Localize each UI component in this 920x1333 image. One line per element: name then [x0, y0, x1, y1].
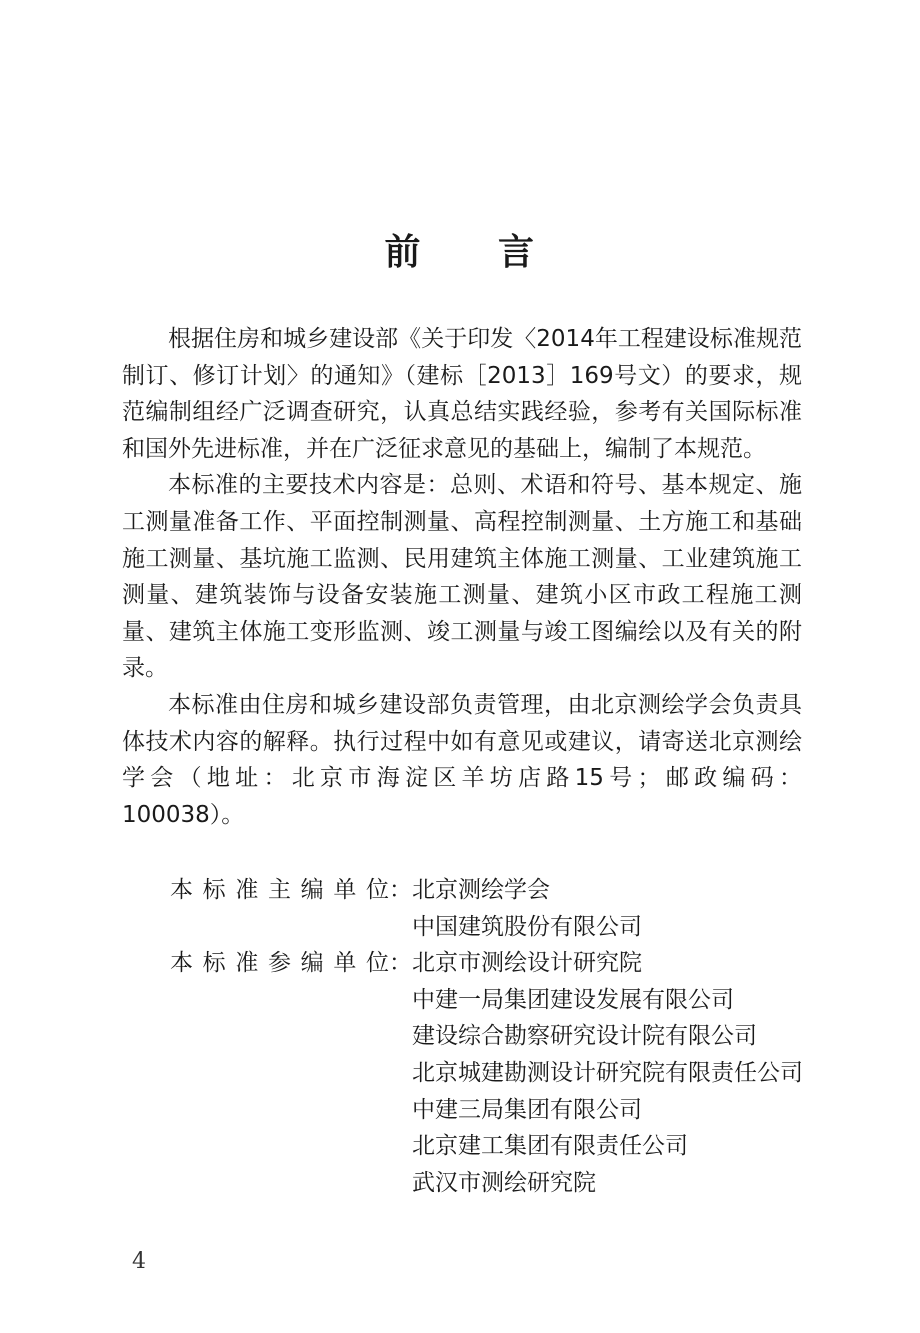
page-number: 4: [132, 1249, 146, 1274]
participating-units-list: [412, 945, 810, 1201]
list-item: 中国建筑股份有限公司: [412, 913, 642, 940]
page-title: [0, 226, 920, 278]
chief-units-label: 本标准主编单位: [170, 877, 389, 903]
paragraph-management: 本标准由住房和城乡建设部负责管理，由北京测绘学会负责具体技术内容的解释。执行过程中如有意见或建议，请寄送北京测绘学会（地址：北京市海淀区羊坊店路15号；邮政编码：100038）。: [122, 691, 802, 828]
participating-units-colon: ：: [389, 950, 412, 977]
list-item: 武汉市测绘研究院: [412, 1169, 596, 1196]
chief-units-list: [412, 872, 810, 945]
list-item: 中建三局集团有限公司: [412, 1096, 642, 1123]
chief-units-group: [170, 872, 810, 945]
list-item: 北京城建勘测设计研究院有限责任公司: [412, 1059, 803, 1086]
list-item: 北京测绘学会: [412, 877, 550, 903]
title-char-1: 前: [384, 231, 422, 273]
paragraph-basis: 根据住房和城乡建设部《关于印发〈2014年工程建设标准规范制订、修订计划〉的通知》（建标［2013］169号文）的要求，规范编制组经广泛调查研究，认真总结实践经验，参考有关国际标准和国外先进标准，并在广泛征求意见的基础上，编制了本规范。: [122, 326, 802, 462]
list-item: 北京市测绘设计研究院: [412, 950, 642, 977]
list-item: 北京建工集团有限责任公司: [412, 1133, 688, 1160]
participating-units-group: [170, 945, 810, 1201]
participating-units-label-wrap: [170, 945, 412, 1201]
list-item: 建设综合勘察研究设计院有限公司: [412, 1023, 757, 1050]
participating-units-label: 本标准参编单位: [170, 950, 389, 977]
chief-units-colon: ：: [389, 877, 412, 903]
chief-units-label-wrap: [170, 872, 412, 945]
editing-units: [170, 872, 810, 1201]
title-char-2: 言: [498, 231, 536, 273]
preface-body: [122, 321, 802, 833]
list-item: 中建一局集团建设发展有限公司: [412, 986, 734, 1013]
paragraph-contents: 本标准的主要技术内容是：总则、术语和符号、基本规定、施工测量准备工作、平面控制测量、高程控制测量、土方施工和基础施工测量、基坑施工监测、民用建筑主体施工测量、工业建筑施工测量、建筑装饰与设备安装施工测量、建筑小区市政工程施工测量、建筑主体施工变形监测、竣工测量与竣工图编绘以及有关的附录。: [122, 472, 802, 682]
